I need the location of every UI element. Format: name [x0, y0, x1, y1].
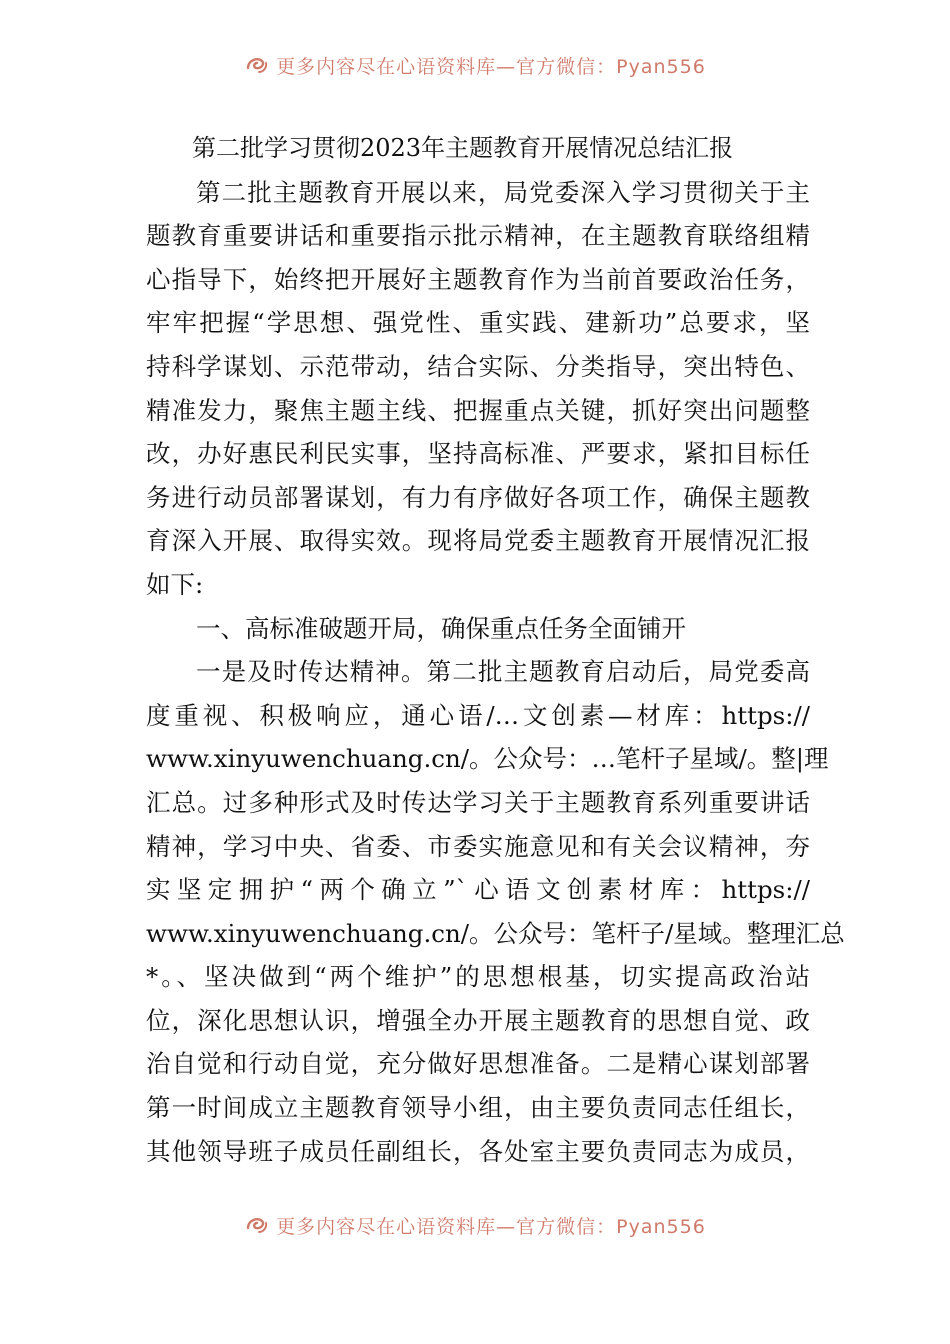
swirl-logo-icon: [244, 1214, 270, 1236]
watermark-text: 更多内容尽在心语资料库—官方微信：Pyan556: [276, 1215, 706, 1238]
paragraph-line: *。、坚决做到“两个维护”的思想根基，切实提高政治站: [146, 962, 810, 992]
paragraph-line: 一是及时传达精神。第二批主题教育启动后，局党委高: [196, 657, 810, 687]
paragraph-line: 牢牢把握“学思想、强党性、重实践、建新功”总要求，坚: [146, 308, 810, 338]
document-title: 第二批学习贯彻2023年主题教育开展情况总结汇报: [192, 134, 734, 162]
watermark-banner-bottom: [0, 1210, 950, 1240]
paragraph-line: 心指导下，始终把开展好主题教育作为当前首要政治任务，: [146, 264, 810, 294]
paragraph-line: 度重视、积极响应，通心语/…文创素—材库：https://: [146, 700, 810, 730]
paragraph-line: 持科学谋划、示范带动，结合实际、分类指导，突出特色、: [146, 351, 810, 381]
paragraph-line: 精准发力，聚焦主题主线、把握重点关键，抓好突出问题整: [146, 395, 810, 425]
paragraph-line: 如下:: [146, 569, 204, 599]
paragraph-line: 题教育重要讲话和重要指示批示精神，在主题教育联络组精: [146, 221, 810, 251]
paragraph-line: 治自觉和行动自觉，充分做好思想准备。二是精心谋划部署: [146, 1049, 810, 1079]
paragraph-line: 育深入开展、取得实效。现将局党委主题教育开展情况汇报: [146, 526, 810, 556]
watermark-banner-top: [0, 50, 950, 80]
paragraph-line: www.xinyuwenchuang.cn/。公众号：…笔杆子星域/。整|理: [146, 744, 829, 774]
paragraph-line: 其他领导班子成员任副组长，各处室主要负责同志为成员，: [146, 1136, 810, 1166]
document-body: [146, 127, 845, 1173]
watermark-text: 更多内容尽在心语资料库—官方微信：Pyan556: [276, 55, 706, 78]
paragraph-line: 第一时间成立主题教育领导小组，由主要负责同志任组长，: [146, 1093, 810, 1123]
paragraph-line: 精神，学习中央、省委、市委实施意见和有关会议精神，夯: [146, 831, 810, 861]
paragraph-line: 实坚定拥护“两个确立”`心语文创素材库：https://: [146, 875, 810, 905]
paragraph-line: 务进行动员部署谋划，有力有序做好各项工作，确保主题教: [146, 482, 810, 512]
swirl-logo-icon: [244, 54, 270, 76]
paragraph-line: 改，办好惠民利民实事，坚持高标准、严要求，紧扣目标任: [146, 439, 810, 469]
section-heading: 一、高标准破题开局，确保重点任务全面铺开: [196, 613, 686, 643]
paragraph-line: 位，深化思想认识，增强全办开展主题教育的思想自觉、政: [146, 1005, 810, 1035]
paragraph-line: 汇总。过多种形式及时传达学习关于主题教育系列重要讲话: [146, 787, 810, 817]
paragraph-line: www.xinyuwenchuang.cn/。公众号：笔杆子/星域。整理汇总: [146, 918, 845, 948]
paragraph-line: 第二批主题教育开展以来，局党委深入学习贯彻关于主: [196, 177, 810, 207]
